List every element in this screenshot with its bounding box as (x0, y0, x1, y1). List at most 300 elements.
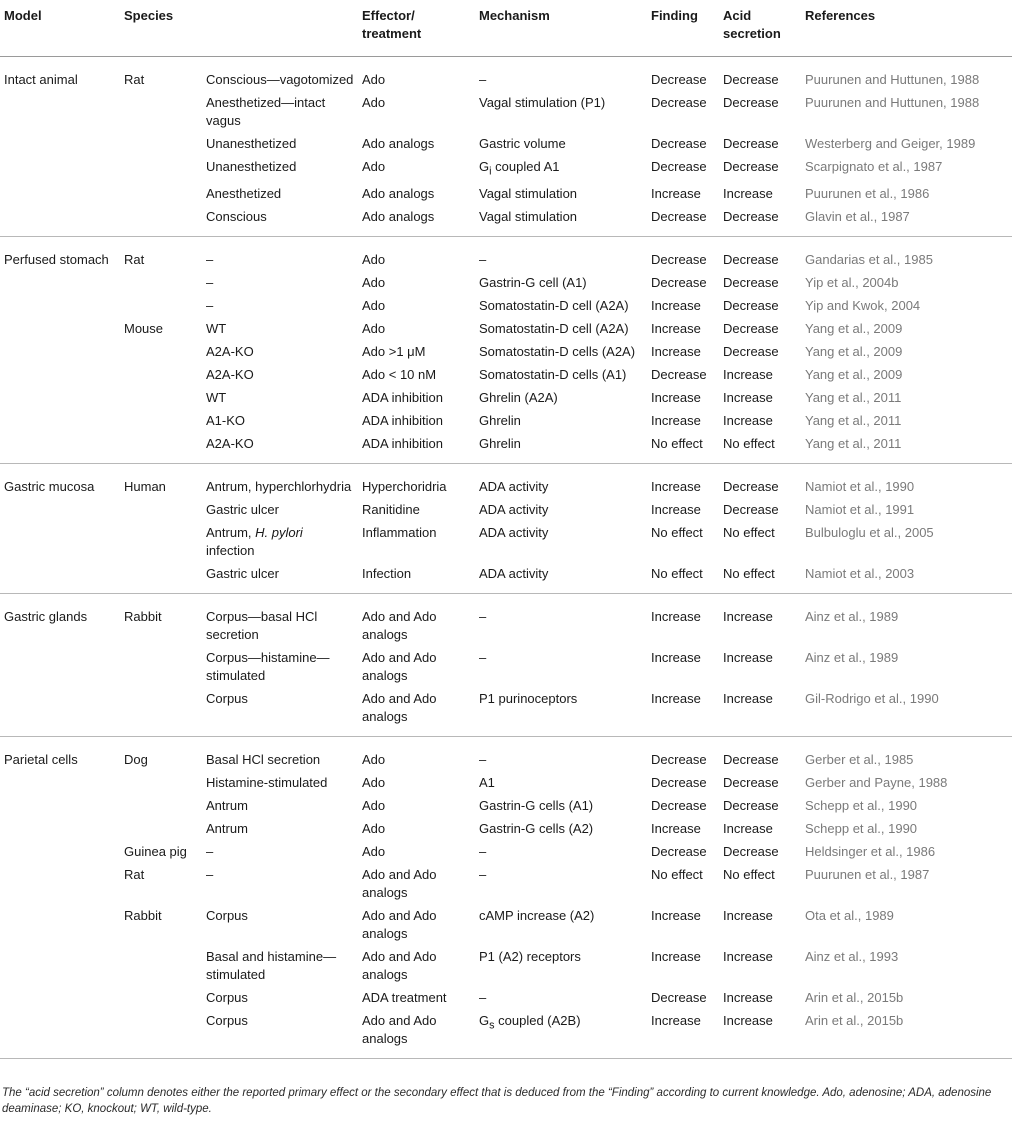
cell-context: A2A-KO (206, 367, 254, 383)
table-row (0, 409, 1012, 432)
cell-species (120, 340, 202, 363)
cell-species: Rabbit (124, 609, 162, 625)
cell-mechanism: – (479, 71, 487, 87)
cell-species: Guinea pig (124, 844, 187, 860)
table-row (0, 317, 1012, 340)
cell-context: – (206, 867, 214, 883)
cell-species (120, 498, 202, 521)
cell-species: Dog (124, 752, 148, 768)
cell-reference: Puurunen and Huttunen, 1988 (805, 71, 980, 87)
table-row (0, 132, 1012, 155)
cell-finding: Decrease (651, 367, 707, 383)
cell-mechanism: Ghrelin (479, 413, 521, 429)
cell-finding: Increase (647, 1009, 719, 1059)
table-header (0, 0, 1012, 56)
cell-species: Rat (124, 252, 145, 268)
cell-effector: Ado and Ado analogs (362, 949, 437, 983)
cell-context: Corpus (202, 687, 358, 737)
cell-effector: ADA inhibition (362, 390, 443, 406)
table-row (0, 840, 1012, 863)
cell-model (0, 317, 120, 340)
cell-context: Conscious—vagotomized (206, 71, 354, 87)
table-row (0, 986, 1012, 1009)
cell-model (0, 904, 120, 945)
cell-effector: ADA inhibition (358, 432, 475, 464)
cell-effector: Ado >1 μM (362, 344, 426, 360)
cell-mechanism: – (479, 844, 487, 860)
cell-mechanism: Vagal stimulation (475, 205, 647, 237)
cell-finding: Decrease (651, 990, 707, 1006)
cell-model (0, 986, 120, 1009)
cell-finding: Increase (651, 321, 701, 337)
cell-effector: Ado and Ado analogs (358, 687, 475, 737)
cell-finding: Increase (647, 687, 719, 737)
cell-mechanism: ADA activity (479, 502, 549, 518)
cell-acid-secretion: Increase (719, 687, 801, 737)
cell-species (120, 205, 202, 237)
cell-context: Corpus (206, 990, 248, 1006)
cell-effector: ADA inhibition (362, 413, 443, 429)
cell-model (0, 155, 120, 183)
cell-context: Corpus (202, 1009, 358, 1059)
cell-model: Gastric glands (4, 609, 88, 625)
cell-model (0, 1009, 120, 1059)
cell-acid-secretion: Increase (723, 609, 773, 625)
cell-context: Gastric ulcer (206, 502, 279, 518)
cell-context: Anesthetized—intact vagus (206, 94, 326, 128)
subscript: s (489, 1019, 495, 1032)
cell-species (120, 294, 202, 317)
cell-mechanism: – (479, 650, 487, 666)
cell-model (0, 340, 120, 363)
cell-mechanism: Gastrin-G cells (A1) (479, 798, 594, 814)
table-row (0, 594, 1012, 647)
cell-acid-secretion: Decrease (723, 158, 779, 174)
cell-context: A2A-KO (206, 344, 254, 360)
cell-mechanism: – (479, 609, 487, 625)
cell-mechanism: P1 (A2) receptors (479, 949, 581, 965)
cell-species: Mouse (124, 321, 164, 337)
cell-mechanism: ADA activity (479, 479, 549, 495)
cell-acid-secretion: Decrease (723, 298, 779, 314)
cell-finding: Increase (651, 390, 701, 406)
cell-model (0, 182, 120, 205)
table-row (0, 863, 1012, 904)
table-row (0, 271, 1012, 294)
cell-reference: Yang et al., 2011 (801, 432, 1012, 464)
cell-acid-secretion: Increase (723, 367, 773, 383)
cell-context: – (206, 275, 214, 291)
cell-effector: Ado analogs (362, 135, 435, 151)
cell-model (0, 863, 120, 904)
cell-context: Anesthetized (206, 186, 282, 202)
table-row (0, 182, 1012, 205)
cell-mechanism: – (479, 990, 487, 1006)
cell-reference: Gil-Rodrigo et al., 1990 (801, 687, 1012, 737)
cell-species (120, 986, 202, 1009)
species-name: H. pylori (255, 525, 303, 541)
cell-acid-secretion: Increase (719, 1009, 801, 1059)
cell-effector: Ado (362, 321, 386, 337)
cell-acid-secretion: Decrease (723, 502, 779, 518)
cell-acid-secretion: Decrease (723, 752, 779, 768)
cell-reference: Gerber et al., 1985 (805, 752, 914, 768)
cell-reference: Yang et al., 2009 (805, 367, 903, 383)
cell-effector: Ado (362, 752, 386, 768)
cell-effector: Ado (362, 775, 386, 791)
cell-acid-secretion: Decrease (723, 135, 779, 151)
cell-acid-secretion: Decrease (723, 775, 779, 791)
cell-acid-secretion: Increase (723, 650, 773, 666)
cell-species (120, 562, 202, 594)
cell-species (120, 1009, 202, 1059)
cell-acid-secretion: No effect (719, 432, 801, 464)
cell-effector: Ado (362, 275, 386, 291)
cell-finding: Increase (651, 949, 701, 965)
cell-mechanism: $G_s$ coupled (A2B) (475, 1009, 647, 1059)
cell-acid-secretion: Increase (723, 821, 773, 837)
cell-finding: Decrease (651, 252, 707, 268)
cell-reference: Yip et al., 2004b (805, 275, 899, 291)
cell-species: Rat (124, 867, 145, 883)
cell-context: Corpus—histamine—stimulated (206, 650, 330, 684)
table-row (0, 771, 1012, 794)
cell-context: Antrum, H. pylori infection (206, 525, 303, 559)
cell-acid-secretion: No effect (723, 867, 775, 883)
cell-context: Conscious (202, 205, 358, 237)
cell-acid-secretion: Increase (723, 390, 773, 406)
cell-context: WT (206, 321, 227, 337)
cell-mechanism: – (479, 252, 487, 268)
cell-model (0, 91, 120, 132)
cell-finding: Increase (651, 609, 701, 625)
header-mechanism: Mechanism (475, 0, 647, 56)
cell-context: A1-KO (206, 413, 246, 429)
cell-model (0, 840, 120, 863)
cell-effector: Ado (362, 798, 386, 814)
table-row (0, 237, 1012, 272)
cell-mechanism: ADA activity (479, 525, 549, 541)
table-row (0, 340, 1012, 363)
cell-mechanism: Somatostatin-D cell (A2A) (479, 298, 629, 314)
header-model: Model (0, 0, 120, 56)
cell-species (120, 794, 202, 817)
cell-finding: Increase (651, 650, 701, 666)
cell-species: Rabbit (124, 908, 162, 924)
header-effector: Effector/ treatment (358, 0, 475, 56)
cell-acid-secretion: Increase (723, 186, 773, 202)
cell-mechanism: P1 purinoceptors (475, 687, 647, 737)
cell-finding: Decrease (651, 798, 707, 814)
cell-species (120, 363, 202, 386)
cell-species (120, 646, 202, 687)
cell-model: Gastric mucosa (4, 479, 95, 495)
table-row (0, 646, 1012, 687)
cell-reference: Puurunen and Huttunen, 1988 (805, 94, 980, 110)
cell-reference: Puurunen et al., 1987 (805, 867, 930, 883)
cell-reference: Yang et al., 2009 (805, 344, 903, 360)
header-acid-secretion: Acid secretion (719, 0, 801, 56)
cell-model (0, 432, 120, 464)
cell-reference: Westerberg and Geiger, 1989 (805, 135, 976, 151)
cell-acid-secretion: Decrease (723, 479, 779, 495)
cell-model (0, 271, 120, 294)
cell-finding: Increase (651, 502, 701, 518)
cell-finding: Increase (651, 908, 701, 924)
cell-reference: Ainz et al., 1993 (805, 949, 899, 965)
table-body (0, 56, 1012, 1059)
cell-reference: Schepp et al., 1990 (805, 821, 918, 837)
cell-context: WT (206, 390, 227, 406)
cell-finding: Increase (651, 298, 701, 314)
cell-mechanism: – (479, 867, 487, 883)
cell-species (120, 132, 202, 155)
cell-effector: Ado (362, 158, 386, 174)
cell-finding: Increase (651, 186, 701, 202)
cell-mechanism: $G_i$ coupled A1 (479, 158, 560, 178)
cell-acid-secretion: Increase (723, 990, 773, 1006)
cell-acid-secretion: Increase (723, 949, 773, 965)
cell-reference: Gandarias et al., 1985 (805, 252, 933, 268)
cell-finding: Decrease (651, 135, 707, 151)
cell-finding: Decrease (651, 275, 707, 291)
cell-context: Gastric ulcer (202, 562, 358, 594)
cell-context: Unanesthetized (206, 135, 297, 151)
cell-finding: Decrease (651, 94, 707, 110)
cell-species (120, 155, 202, 183)
cell-acid-secretion: No effect (723, 525, 775, 541)
cell-reference: Scarpignato et al., 1987 (805, 158, 943, 174)
cell-context: Antrum (206, 821, 248, 837)
cell-mechanism: Somatostatin-D cell (A2A) (479, 321, 629, 337)
cell-context: Unanesthetized (206, 158, 297, 174)
cell-acid-secretion: Decrease (723, 94, 779, 110)
cell-context: – (206, 298, 214, 314)
table-row (0, 794, 1012, 817)
cell-model (0, 132, 120, 155)
cell-finding: No effect (647, 432, 719, 464)
cell-effector: Ado (362, 252, 386, 268)
cell-model: Intact animal (4, 71, 78, 87)
cell-effector: Ado and Ado analogs (358, 1009, 475, 1059)
table-row (0, 521, 1012, 562)
table-row (0, 562, 1012, 594)
cell-acid-secretion: Decrease (719, 205, 801, 237)
cell-context: Corpus (206, 908, 248, 924)
header-references: References (801, 0, 1012, 56)
cell-reference: Yang et al., 2011 (805, 390, 902, 406)
cell-effector: Infection (358, 562, 475, 594)
cell-reference: Gerber and Payne, 1988 (805, 775, 948, 791)
cell-mechanism: ADA activity (475, 562, 647, 594)
cell-effector: Hyperchoridria (362, 479, 447, 495)
cell-mechanism: Somatostatin-D cells (A2A) (479, 344, 636, 360)
cell-context: Antrum (206, 798, 248, 814)
table-row (0, 386, 1012, 409)
header-species: Species (120, 0, 202, 56)
cell-model (0, 386, 120, 409)
cell-acid-secretion: Decrease (723, 321, 779, 337)
cell-context: – (206, 844, 214, 860)
cell-reference: Yip and Kwok, 2004 (805, 298, 921, 314)
cell-context: Corpus—basal HCl secretion (206, 609, 318, 643)
table-row (0, 432, 1012, 464)
cell-context: Histamine-stimulated (206, 775, 328, 791)
table-row (0, 817, 1012, 840)
cell-model (0, 945, 120, 986)
cell-effector: ADA treatment (362, 990, 447, 1006)
cell-effector: Ado < 10 nM (362, 367, 437, 383)
table-row (0, 498, 1012, 521)
cell-acid-secretion: Increase (723, 908, 773, 924)
cell-acid-secretion: Decrease (723, 798, 779, 814)
cell-effector: Ado (362, 821, 386, 837)
cell-model (0, 363, 120, 386)
table-row (0, 904, 1012, 945)
cell-effector: Ado (362, 298, 386, 314)
table-row (0, 294, 1012, 317)
cell-species: Human (124, 479, 166, 495)
cell-model (0, 794, 120, 817)
subscript: i (489, 165, 492, 178)
cell-acid-secretion: Decrease (723, 344, 779, 360)
cell-effector: Ado (362, 94, 386, 110)
cell-mechanism: Ghrelin (475, 432, 647, 464)
cell-mechanism: Vagal stimulation (479, 186, 578, 202)
table-row (0, 363, 1012, 386)
cell-species: Rat (124, 71, 145, 87)
cell-reference: Namiot et al., 2003 (801, 562, 1012, 594)
cell-reference: Ainz et al., 1989 (805, 609, 899, 625)
table-row (0, 687, 1012, 737)
cell-reference: Glavin et al., 1987 (801, 205, 1012, 237)
cell-mechanism: Ghrelin (A2A) (479, 390, 558, 406)
header-context (202, 0, 358, 56)
cell-model (0, 771, 120, 794)
cell-reference: Arin et al., 2015b (801, 1009, 1012, 1059)
cell-effector: Ado and Ado analogs (362, 650, 437, 684)
cell-reference: Namiot et al., 1990 (805, 479, 915, 495)
cell-acid-secretion: Decrease (723, 844, 779, 860)
table-row (0, 945, 1012, 986)
cell-reference: Yang et al., 2009 (805, 321, 903, 337)
cell-effector: Ranitidine (362, 502, 420, 518)
cell-species (120, 945, 202, 986)
cell-effector: Ado analogs (362, 186, 435, 202)
cell-finding: Increase (651, 413, 701, 429)
cell-finding: Increase (651, 821, 701, 837)
cell-species (120, 271, 202, 294)
cell-model: Parietal cells (4, 752, 78, 768)
cell-species (120, 432, 202, 464)
cell-reference: Ota et al., 1989 (805, 908, 894, 924)
cell-species (120, 817, 202, 840)
cell-model (0, 562, 120, 594)
header-finding: Finding (647, 0, 719, 56)
cell-context: A2A-KO (202, 432, 358, 464)
table-footnote: The “acid secretion” column denotes either the reported primary effect or the secondary effect that is deduced from the “Finding” according to current knowledge. Ado, adenosine; ADA, adenosine deaminase; KO, knockout; WT, wild-type. (2, 1087, 992, 1115)
cell-mechanism: Gastrin-G cells (A2) (479, 821, 594, 837)
cell-species (120, 386, 202, 409)
cell-effector: Ado analogs (358, 205, 475, 237)
cell-effector: Ado and Ado analogs (362, 867, 437, 901)
cell-effector: Ado and Ado analogs (362, 908, 437, 942)
cell-acid-secretion: Decrease (723, 252, 779, 268)
cell-finding: Decrease (651, 844, 707, 860)
cell-species (120, 521, 202, 562)
cell-model (0, 817, 120, 840)
cell-reference: Bulbuloglu et al., 2005 (805, 525, 934, 541)
cell-finding: No effect (651, 525, 703, 541)
cell-species (120, 687, 202, 737)
cell-finding: Increase (651, 479, 701, 495)
cell-reference: Heldsinger et al., 1986 (805, 844, 936, 860)
cell-mechanism: Vagal stimulation (P1) (479, 94, 606, 110)
cell-acid-secretion: Increase (723, 413, 773, 429)
cell-finding: No effect (651, 867, 703, 883)
cell-model (0, 498, 120, 521)
cell-effector: Ado (362, 71, 386, 87)
cell-effector: Ado (362, 844, 386, 860)
cell-context: – (206, 252, 214, 268)
cell-reference: Schepp et al., 1990 (805, 798, 918, 814)
cell-context: Antrum, hyperchlorhydria (206, 479, 352, 495)
cell-reference: Namiot et al., 1991 (805, 502, 915, 518)
cell-context: Basal and histamine—stimulated (206, 949, 337, 983)
cell-finding: No effect (647, 562, 719, 594)
cell-finding: Decrease (651, 158, 707, 174)
cell-species (120, 771, 202, 794)
cell-model (0, 205, 120, 237)
cell-finding: Increase (651, 344, 701, 360)
cell-mechanism: cAMP increase (A2) (479, 908, 595, 924)
cell-finding: Decrease (651, 752, 707, 768)
cell-model (0, 646, 120, 687)
cell-species (120, 91, 202, 132)
cell-mechanism: Gastric volume (479, 135, 566, 151)
cell-model (0, 409, 120, 432)
cell-finding: Decrease (647, 205, 719, 237)
cell-reference: Ainz et al., 1989 (805, 650, 899, 666)
cell-effector: Ado and Ado analogs (362, 609, 437, 643)
cell-reference: Puurunen et al., 1986 (805, 186, 930, 202)
table-row (0, 205, 1012, 237)
cell-finding: Decrease (651, 71, 707, 87)
cell-species (120, 182, 202, 205)
table-row (0, 155, 1012, 183)
cell-acid-secretion: Decrease (723, 275, 779, 291)
table-row (0, 1009, 1012, 1059)
table-row (0, 91, 1012, 132)
cell-mechanism: Gastrin-G cell (A1) (479, 275, 587, 291)
cell-model (0, 521, 120, 562)
table-row (0, 56, 1012, 91)
cell-finding: Decrease (651, 775, 707, 791)
table-row (0, 464, 1012, 499)
cell-model: Perfused stomach (4, 252, 109, 268)
cell-mechanism: A1 (479, 775, 495, 791)
cell-reference: Yang et al., 2011 (805, 413, 902, 429)
cell-reference: Arin et al., 2015b (805, 990, 904, 1006)
cell-mechanism: Somatostatin-D cells (A1) (479, 367, 627, 383)
cell-acid-secretion: Decrease (723, 71, 779, 87)
cell-species (120, 409, 202, 432)
cell-acid-secretion: No effect (719, 562, 801, 594)
cell-effector: Inflammation (362, 525, 437, 541)
cell-model (0, 294, 120, 317)
cell-mechanism: – (479, 752, 487, 768)
cell-model (0, 687, 120, 737)
